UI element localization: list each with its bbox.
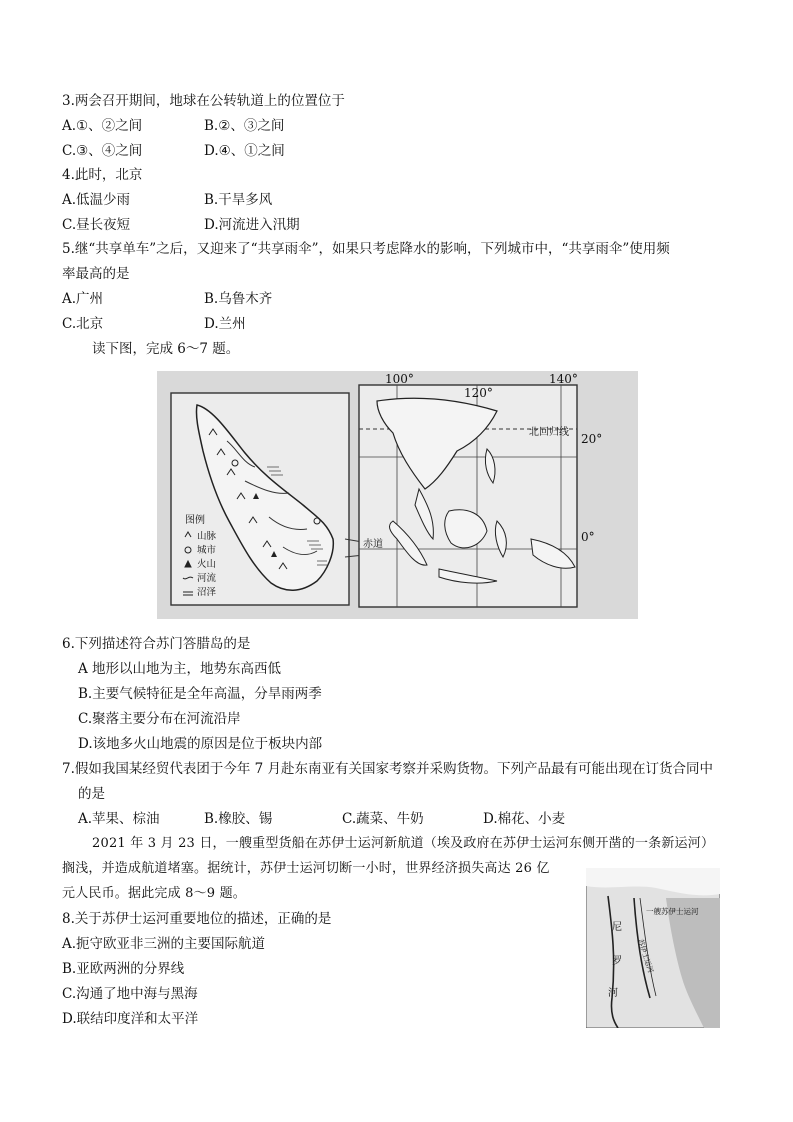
map-equator-label: 赤道	[363, 539, 383, 550]
nile-label-2: 罗	[612, 956, 622, 967]
sumatra-southeast-asia-map	[157, 371, 638, 619]
q8-option-c: C.沟通了地中海与黑海	[62, 986, 198, 1002]
map-legend-title: 图例	[185, 515, 205, 526]
q5-option-a: A.广州	[62, 291, 104, 307]
q6-option-b: B.主要气候特征是全年高温，分旱雨两季	[78, 686, 322, 702]
q3-option-b: B.②、③之间	[204, 118, 285, 134]
map-tropic-label: 北回归线	[529, 427, 569, 438]
legend-item-marsh: 沼泽	[197, 587, 217, 598]
q4-option-c: C.昼长夜短	[62, 217, 131, 233]
q5-option-d: D.兰州	[204, 316, 246, 332]
q3-option-d: D.④、①之间	[204, 143, 285, 159]
legend-item-city: 城市	[197, 545, 217, 556]
q7-option-c: C.蔬菜、牛奶	[342, 811, 424, 827]
q5-option-b: B.乌鲁木齐	[204, 291, 273, 307]
q8-option-b: B.亚欧两洲的分界线	[62, 961, 185, 977]
q6-stem: 6.下列描述符合苏门答腊岛的是	[62, 636, 251, 652]
q8-option-a: A.扼守欧亚非三洲的主要国际航道	[62, 936, 266, 952]
passage-line2: 搁浅，并造成航道堵塞。据统计，苏伊士运河切断一小时，世界经济损失高达 26 亿	[62, 861, 550, 876]
q5-stem-line1: 5.继“共享单车”之后，又迎来了“共享雨伞”，如果只考虑降水的影响，下列城市中，“共享雨伞”使用频	[62, 241, 670, 257]
passage-line3: 元人民币。据此完成 8～9 题。	[62, 886, 247, 901]
q7-option-a: A.苹果、棕油	[78, 811, 160, 827]
nile-label-3: 河	[608, 988, 618, 999]
q3-option-c: C.③、④之间	[62, 143, 143, 159]
q6-option-d: D.该地多火山地震的原因是位于板块内部	[78, 736, 323, 752]
map-lat-label-0: 0°	[581, 530, 595, 544]
map-lat-label-20: 20°	[581, 432, 603, 446]
q4-stem: 4.此时，北京	[62, 167, 143, 183]
q5-option-c: C.北京	[62, 316, 104, 332]
canal-label-suez: 苏伊士运河	[636, 938, 655, 974]
map-lon-label-100: 100°	[385, 372, 414, 386]
nile-label-1: 尼	[612, 922, 622, 933]
q4-option-a: A.低温少雨	[62, 192, 131, 208]
legend-item-mountain: 山脉	[197, 531, 217, 542]
q4-option-d: D.河流进入汛期	[204, 217, 300, 233]
q7-option-b: B.橡胶、锡	[204, 811, 273, 827]
q3-stem: 3.两会召开期间，地球在公转轨道上的位置位于	[62, 93, 345, 109]
q5-stem-line2: 率最高的是	[62, 266, 130, 282]
q7-option-d: D.棉花、小麦	[483, 811, 566, 827]
q6-option-a: A 地形以山地为主，地势东高西低	[78, 661, 282, 677]
q7-stem-line1: 7.假如我国某经贸代表团于今年 7 月赴东南亚有关国家考察并采购货物。下列产品最有可能出现在订货合同中	[62, 761, 714, 777]
legend-item-volcano: 火山	[197, 559, 217, 570]
q8-option-d: D.联结印度洋和太平洋	[62, 1011, 199, 1027]
q3-option-a: A.①、②之间	[62, 118, 143, 134]
passage-line1: 2021 年 3 月 23 日，一艘重型货船在苏伊士运河新航道（埃及政府在苏伊士运河东侧开凿的一条新运河）	[92, 836, 715, 851]
q8-stem: 8.关于苏伊士运河重要地位的描述，正确的是	[62, 911, 332, 927]
suez-canal-map	[586, 868, 720, 1028]
q6-option-c: C.聚落主要分布在河流沿岸	[78, 711, 241, 727]
legend-item-river: 河流	[197, 573, 217, 584]
canal-label-new: 一艘苏伊士运河	[646, 907, 699, 916]
map-lon-label-140: 140°	[549, 372, 578, 386]
q4-option-b: B.干旱多风	[204, 192, 273, 208]
q7-stem-line2: 的是	[78, 786, 105, 802]
map-lon-label-120: 120°	[464, 386, 493, 400]
instruction-6-7: 读下图，完成 6～7 题。	[92, 341, 240, 357]
